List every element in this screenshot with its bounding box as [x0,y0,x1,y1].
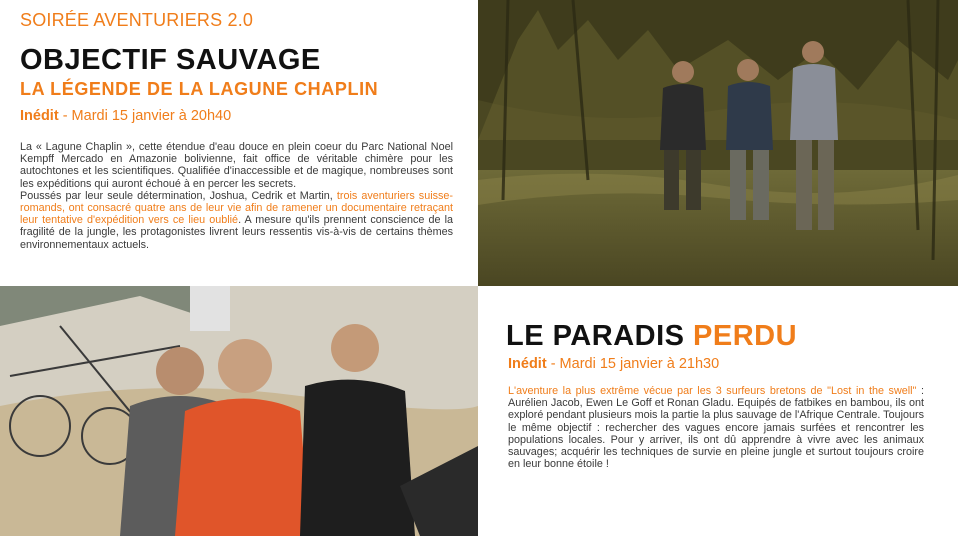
jungle-photo [478,0,958,286]
show1-para2-highlight: trois aventuriers suisse-romands, ont consacré quatre ans de leur vie afin de ramener un documentaire retraçant leur tentative d'expédition vers ce lieu oublié [20,189,453,227]
jungle-photo-illustration [478,0,958,286]
show2-title-accent: PERDU [693,320,798,352]
show1-title: OBJECTIF SAUVAGE [20,44,321,76]
show1-para2-start: Poussés par leur seule détermination, Joshua, Cedrik et Martin, [20,189,337,202]
show2-body: : Aurélien Jacob, Ewen Le Goff et Ronan Gladu. Equipés de fatbikes en bambou, ils ont exploré pendant plusieurs mois la partie la plus sauvage de l'Afrique Centrale. Toujours le même objectif : rechercher des vagues encore jamais surfées et rencontrer les populations locales. Pour y arriver, ils ont dû apprendre à vivre avec les animaux sauvages; acquérir les techniques de survie en pleine jungle et surtout toujours croire en leur bonne étoile ! [508,385,925,471]
show1-premiere-label: Inédit [20,108,59,124]
show2-title-main: LE PARADIS [506,320,694,352]
show2-title [506,320,797,353]
show1-para2-end: . A mesure qu'ils prennent conscience de la fragilité de la jungle, les protagonistes livrent leurs ressentis vis-à-vis de certains thèmes environnementaux actuels. [20,214,453,251]
show1-airtime-line [20,108,231,124]
show1-subtitle: LA LÉGENDE DE LA LAGUNE CHAPLIN [20,79,379,99]
show2-airtime: - Mardi 15 janvier à 21h30 [546,356,720,372]
show1-description [20,141,453,251]
show1-paragraph-1: La « Lagune Chaplin », cette étendue d'eau douce en plein coeur du Parc National Noel Kempff Mercado en Amazonie bolivienne, fait office de véritable chimère pour les autochtones et les scientifiques. Qualifiée d'inaccessible et de magique, nombreuses sont les expéditions qui auront échoué à en percer les secrets. [20,141,453,190]
beach-selfie-illustration [0,286,478,536]
show2-highlight: L'aventure la plus extrême vécue par les 3 surfeurs bretons de "Lost in the swell" [508,385,917,397]
show1-airtime: - Mardi 15 janvier à 20h40 [58,108,232,124]
show1-paragraph-2 [20,190,453,251]
flag [190,286,230,331]
show2-premiere-label: Inédit [508,356,547,372]
show2-airtime-line [508,356,719,372]
show2-description [508,385,924,470]
beach-selfie-photo [0,286,478,536]
program-kicker: SOIRÉE AVENTURIERS 2.0 [20,10,254,30]
